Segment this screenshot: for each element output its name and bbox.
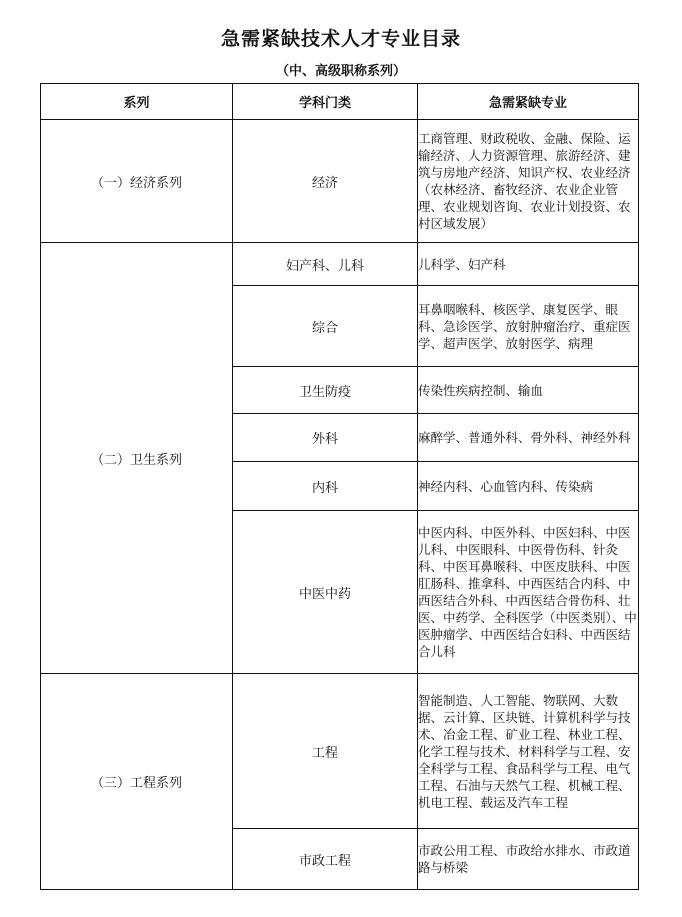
table-header-row [41, 84, 639, 120]
header-discipline: 学科门类 [233, 84, 418, 120]
discipline-cell: 妇产科、儿科 [233, 243, 418, 286]
page-title: 急需紧缺技术人才专业目录 [220, 28, 461, 50]
series-health: （二）卫生系列 [41, 243, 233, 674]
table-row [41, 120, 639, 243]
majors-cell: 市政公用工程、市政给水排水、市政道路与桥梁 [418, 829, 639, 890]
majors-cell: 耳鼻咽喉科、核医学、康复医学、眼科、急诊医学、放射肿瘤治疗、重症医学、超声医学、放射医学、病理 [418, 286, 639, 367]
discipline-cell: 中医中药 [233, 511, 418, 674]
majors-cell: 工商管理、财政税收、金融、保险、运输经济、人力资源管理、旅游经济、建筑与房地产经济、知识产权、农业经济（农林经济、畜牧经济、农业企业管理、农业规划咨询、农业计划投资、农村区域发展） [418, 120, 639, 243]
series-engineering: （三）工程系列 [41, 674, 233, 890]
talent-catalog-table [40, 83, 639, 890]
discipline-cell: 市政工程 [233, 829, 418, 890]
discipline-cell: 经济 [233, 120, 418, 243]
header-series: 系列 [41, 84, 233, 120]
discipline-cell: 工程 [233, 674, 418, 829]
discipline-cell: 内科 [233, 462, 418, 511]
majors-cell: 儿科学、妇产科 [418, 243, 639, 286]
majors-cell: 传染性疾病控制、输血 [418, 367, 639, 414]
table-row [41, 243, 639, 286]
discipline-cell: 外科 [233, 414, 418, 462]
page-subtitle: （中、高级职称系列） [275, 64, 406, 79]
discipline-cell: 卫生防疫 [233, 367, 418, 414]
majors-cell: 麻醉学、普通外科、骨外科、神经外科 [418, 414, 639, 462]
series-economics: （一）经济系列 [41, 120, 233, 243]
majors-cell: 智能制造、人工智能、物联网、大数据、云计算、区块链、计算机科学与技术、冶金工程、矿业工程、林业工程、化学工程与技术、材料科学与工程、安全科学与工程、食品科学与工程、电气工程、石油与天然气工程、机械工程、机电工程、载运及汽车工程 [418, 674, 639, 829]
table-row [41, 674, 639, 829]
majors-cell: 神经内科、心血管内科、传染病 [418, 462, 639, 511]
majors-cell: 中医内科、中医外科、中医妇科、中医儿科、中医眼科、中医骨伤科、针灸科、中医耳鼻喉科、中医皮肤科、中医肛肠科、推拿科、中西医结合内科、中西医结合外科、中西医结合骨伤科、壮医、中药学、全科医学（中医类别）、中医肿瘤学、中西医结合妇科、中西医结合儿科 [418, 511, 639, 674]
header-majors: 急需紧缺专业 [418, 84, 639, 120]
discipline-cell: 综合 [233, 286, 418, 367]
